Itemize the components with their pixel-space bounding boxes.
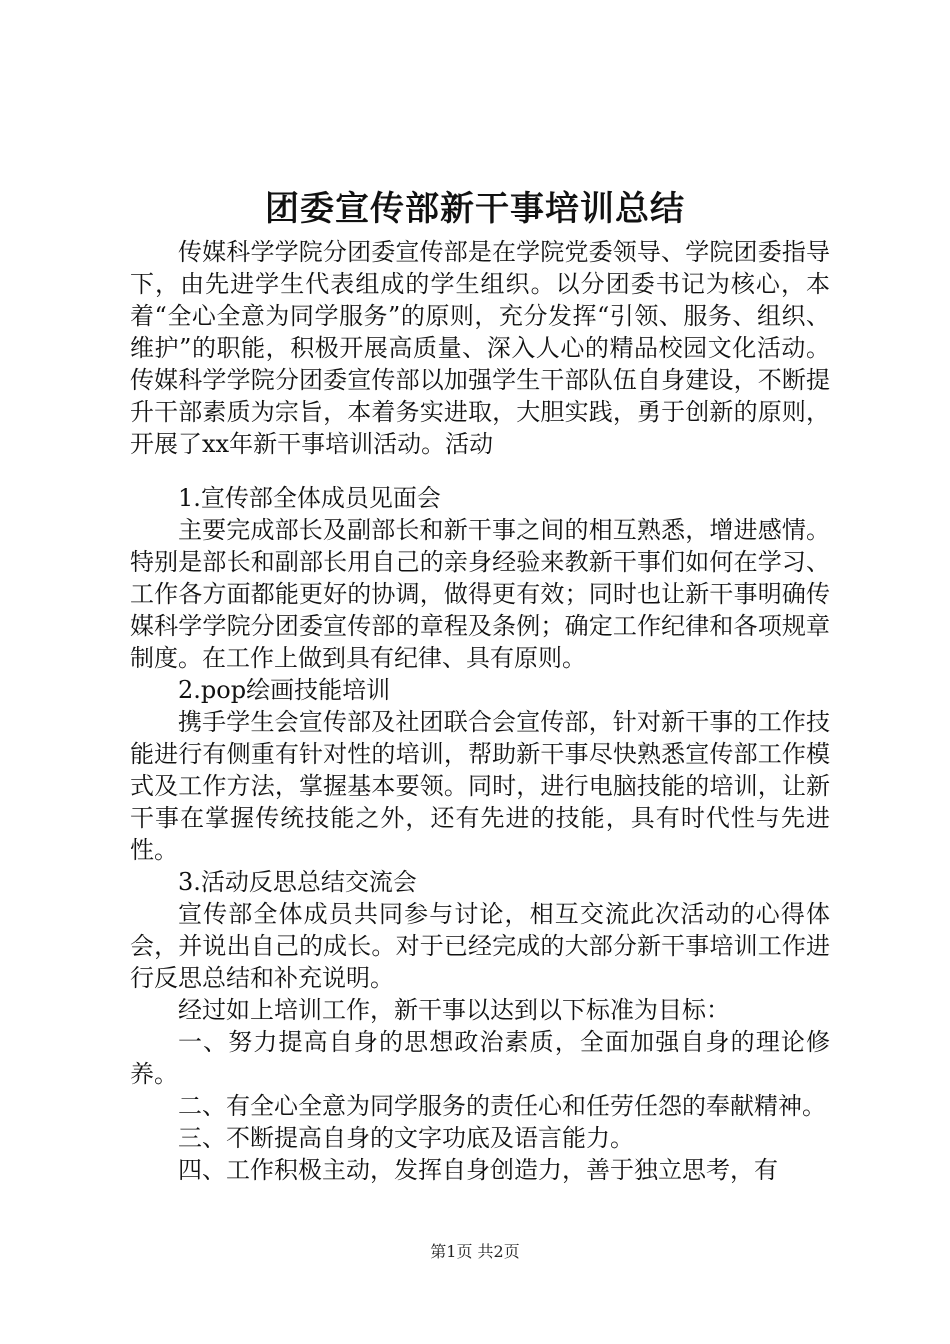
content-block <box>130 482 830 1186</box>
goals-intro: 经过如上培训工作，新干事以达到以下标准为目标： <box>178 996 730 1024</box>
goal-item-4: 四、工作积极主动，发挥自身创造力，善于独立思考，有 <box>178 1156 778 1184</box>
goal-item-2: 二、有全心全意为同学服务的责任心和任劳任怨的奉献精神。 <box>178 1092 826 1120</box>
intro-block <box>130 236 830 460</box>
section-3-body: 宣传部全体成员共同参与讨论，相互交流此次活动的心得体会，并说出自己的成长。对于已经完成的大部分新干事培训工作进行反思总结和补充说明。 <box>130 900 830 992</box>
section-2-heading: 2.pop绘画技能培训 <box>178 676 391 704</box>
section-3-heading: 3.活动反思总结交流会 <box>178 868 417 896</box>
goal-item-1: 一、努力提高自身的思想政治素质，全面加强自身的理论修养。 <box>130 1028 830 1088</box>
document-title: 团委宣传部新干事培训总结 <box>265 189 685 229</box>
section-2-body: 携手学生会宣传部及社团联合会宣传部，针对新干事的工作技能进行有侧重有针对性的培训，帮助新干事尽快熟悉宣传部工作模式及工作方法，掌握基本要领。同时，进行电脑技能的培训，让新干事在掌握传统技能之外，还有先进的技能，具有时代性与先进性。 <box>130 708 830 864</box>
goal-item-3: 三、不断提高自身的文字功底及语言能力。 <box>178 1124 634 1152</box>
section-1-body: 主要完成部长及副部长和新干事之间的相互熟悉，增进感情。特别是部长和副部长用自己的亲身经验来教新干事们如何在学习、工作各方面都能更好的协调，做得更有效；同时也让新干事明确传媒科学学院分团委宣传部的章程及条例；确定工作纪律和各项规章制度。在工作上做到具有纪律、具有原则。 <box>130 516 830 672</box>
section-1-heading: 1.宣传部全体成员见面会 <box>178 484 441 512</box>
intro-paragraph: 传媒科学学院分团委宣传部是在学院党委领导、学院团委指导下，由先进学生代表组成的学生组织。以分团委书记为核心，本着“全心全意为同学服务”的原则，充分发挥“引领、服务、组织、维护”的职能，积极开展高质量、深入人心的精品校园文化活动。传媒科学学院分团委宣传部以加强学生干部队伍自身建设，不断提升干部素质为宗旨，本着务实进取，大胆实践，勇于创新的原则，开展了xx年新干事培训活动。活动 <box>130 238 830 458</box>
page-footer: 第1页 共2页 <box>430 1242 520 1261</box>
